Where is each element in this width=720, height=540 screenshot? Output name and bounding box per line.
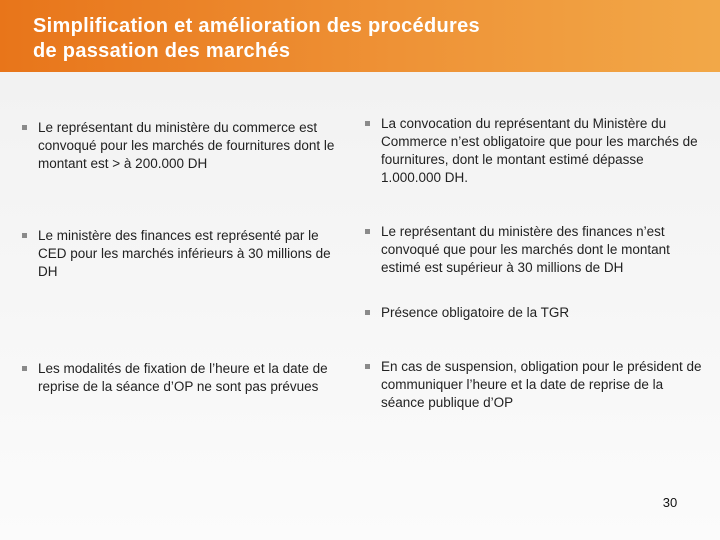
page-number: 30 xyxy=(662,495,678,510)
right-bullet-item xyxy=(365,304,707,322)
right-bullet-item xyxy=(365,115,707,187)
left-bullet-text: Le représentant du ministère du commerce est convoqué pour les marchés de fournitures dont le montant est > à 200.000 DH xyxy=(38,120,335,171)
left-bullet-text: Le ministère des finances est représenté par le CED pour les marchés inférieurs à 30 millions de DH xyxy=(38,228,331,279)
right-bullet-text: Présence obligatoire de la TGR xyxy=(381,305,570,320)
right-bullet-text: Le représentant du ministère des finances n’est convoqué que pour les marchés dont le montant estimé est supérieur à 30 millions de DH xyxy=(381,224,670,275)
right-bullet-item xyxy=(365,223,707,277)
slide-title xyxy=(33,14,693,64)
bullet-square-icon xyxy=(365,364,370,369)
bullet-square-icon xyxy=(22,125,27,130)
left-bullet-item xyxy=(22,360,340,396)
right-bullet-text: La convocation du représentant du Ministère du Commerce n’est obligatoire que pour les marchés de fournitures, dont le montant estimé dépasse 1.000.000 DH. xyxy=(381,116,698,185)
bullet-square-icon xyxy=(365,229,370,234)
bullet-square-icon xyxy=(22,366,27,371)
left-bullet-text: Les modalités de fixation de l’heure et la date de reprise de la séance d’OP ne sont pas prévues xyxy=(38,361,328,394)
title-bar xyxy=(0,0,720,72)
left-bullet-item xyxy=(22,119,340,173)
bullet-square-icon xyxy=(365,121,370,126)
bullet-square-icon xyxy=(365,310,370,315)
slide-title-line-2: de passation des marchés xyxy=(33,40,291,62)
left-bullet-item xyxy=(22,227,340,281)
slide-title-line-1: Simplification et amélioration des procédures xyxy=(33,15,480,37)
right-bullet-text: En cas de suspension, obligation pour le président de communiquer l’heure et la date de reprise de la séance publique d’OP xyxy=(381,359,702,410)
right-bullet-item xyxy=(365,358,707,412)
bullet-square-icon xyxy=(22,233,27,238)
